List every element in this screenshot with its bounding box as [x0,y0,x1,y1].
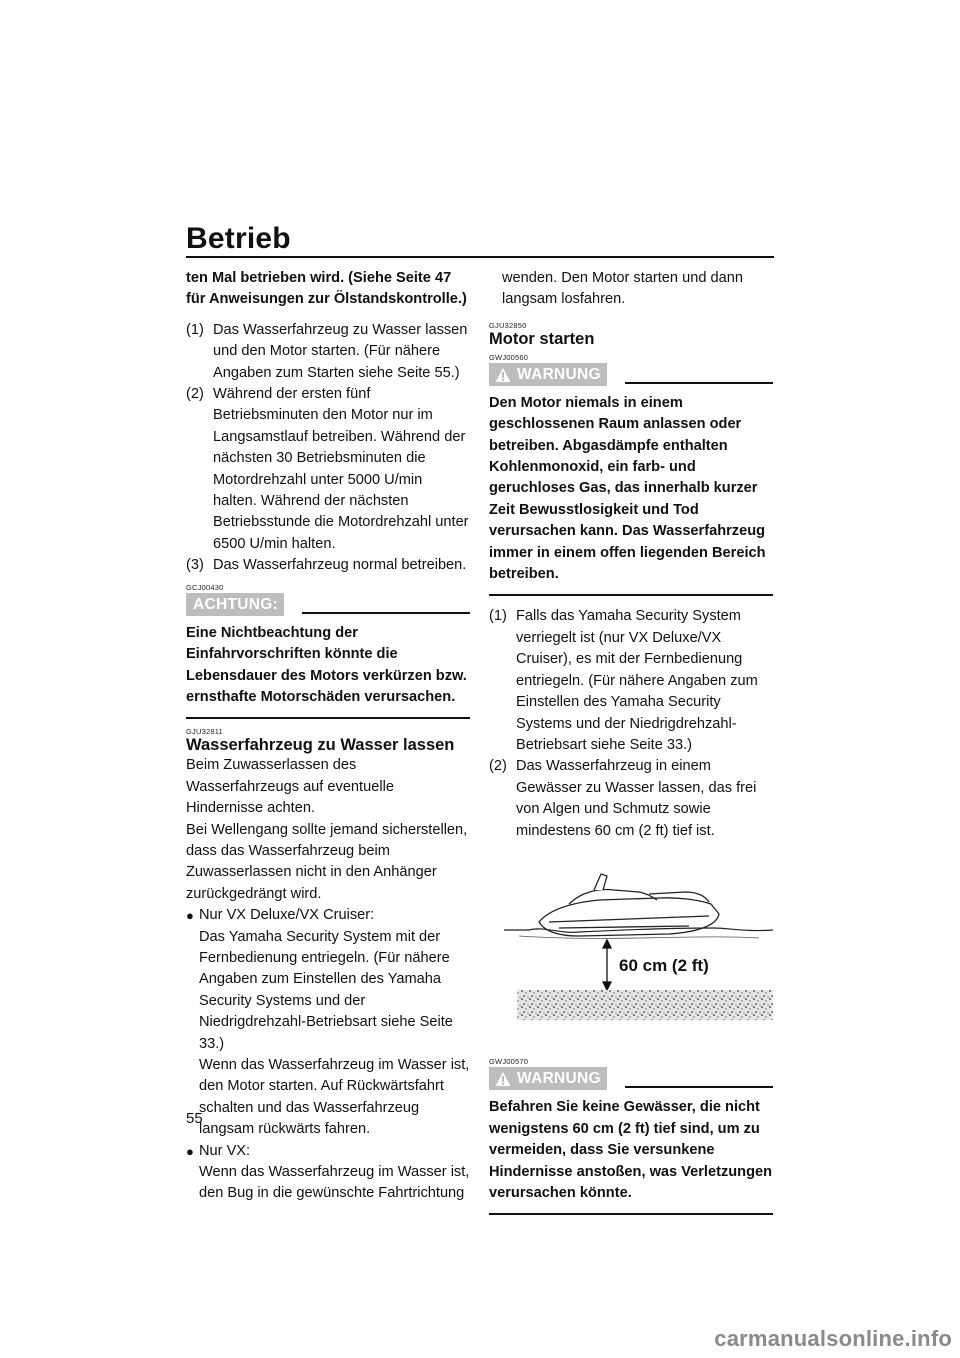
watercraft-depth-illustration [489,870,773,1020]
caution-label: ACHTUNG: [186,593,284,616]
warning-label-box [489,363,607,386]
bullet-icon: ● [186,908,194,924]
warning-code: GWJ00560 [489,352,529,362]
warning-code: GWJ00570 [489,1057,529,1067]
warning-text: Befahren Sie keine Gewässer, die nicht wenigstens 60 cm (2 ft) tief sind, um zu vermeiden, dass Sie versunkene Hindernisse anstoßen, was Verletzungen verursachen könnte. [489,1099,773,1201]
bullet-text: Wenn das Wasserfahrzeug im Wasser ist, den Bug in die gewünschte Fahrtrichtung [199,1164,470,1202]
bullet-icon: ● [186,1143,194,1159]
section-heading: Wasserfahrzeug zu Wasser lassen [186,736,455,755]
section-code: GJU32850 [489,320,527,330]
left-column [186,268,470,1205]
list-item [186,320,470,384]
intro-bold-text: ten Mal betrieben wird. (Siehe Seite 47 für Anweisungen zur Ölstandskontrolle.) [186,270,467,308]
bullet-title: Nur VX Deluxe/VX Cruiser: [199,907,375,924]
step-text: Falls das Yamaha Security System verriegelt ist (nur VX Deluxe/VX Cruiser), es mit der Fernbedienung entriegeln. (Für nähere Angaben zum Einstellen des Yamaha Security Systems und der Niedrigdrehzahl-Betriebsart siehe Seite 33.) [516,608,758,753]
bullet-title: Nur VX: [199,1142,251,1159]
list-item [489,756,773,842]
list-item [186,384,470,555]
depth-arrow [603,940,611,990]
list-item [186,905,470,1140]
warning-text: Den Motor niemals in einem geschlossenen Raum anlassen oder betreiben. Abgasdämpfe enthalten Kohlenmonoxid, ein farb- und geruchloses Gas, das innerhalb kurzer Zeit Bewusstlosigkeit und Tod verursachen kann. Das Wasserfahrzeug immer in einem offen liegenden Bereich betreiben. [489,394,766,583]
continuation-text: wenden. Den Motor starten und dann langsam losfahren. [502,270,743,308]
step-text: Das Wasserfahrzeug normal betreiben. [213,557,467,574]
watercraft-drawing [539,874,719,936]
step-number: (1) [489,608,507,625]
caution-text: Eine Nichtbeachtung der Einfahrvorschriften könnte die Lebensdauer des Motors verkürzen bzw. ernsthafte Motorschäden verursachen. [186,624,467,705]
warning-header [489,363,773,386]
warning-end-rule [489,1213,773,1215]
watermark-text: carmanualsonline.info [714,1326,952,1351]
warning-rule [625,382,773,384]
depth-label: 60 cm (2 ft) [619,955,709,975]
warning-rule [625,1086,773,1088]
step-number: (1) [186,321,204,338]
list-item [186,555,470,576]
step-text: Das Wasserfahrzeug in einem Gewässer zu Wasser lassen, das frei von Algen und Schmutz sowie mindestens 60 cm (2 ft) tief ist. [516,758,757,839]
riverbed [517,990,773,1020]
step-number: (2) [489,758,507,775]
section-heading: Motor starten [489,329,595,348]
step-text: Das Wasserfahrzeug zu Wasser lassen und den Motor starten. (Für nähere Angaben zum Starten siehe Seite 55.) [213,321,468,381]
warning-label: WARNUNG [517,365,601,383]
step-text: Während der ersten fünf Betriebsminuten den Motor nur im Langsamstlauf betreiben. Während der nächsten 30 Betriebsminuten die Motordrehzahl unter 5000 U/min halten. Während der nächsten Betriebsstunde die Motordrehzahl unter 6500 U/min halten. [213,386,469,552]
warning-label-box [489,1067,607,1090]
list-item [489,606,773,756]
warning-label: WARNUNG [517,1070,601,1088]
warning-triangle-icon [495,367,511,383]
page-header-title: Betrieb [186,222,291,255]
paragraph: Bei Wellengang sollte jemand sicherstellen, dass das Wasserfahrzeug beim Zuwasserlassen nicht in den Anhänger zurückgedrängt wird. [186,821,468,902]
list-item [186,1141,470,1205]
paragraph: Beim Zuwasserlassen des Wasserfahrzeugs auf eventuelle Hindernisse achten. [186,757,394,817]
step-number: (3) [186,557,204,574]
step-number: (2) [186,386,204,403]
page-number: 55 [186,1110,203,1127]
header-rule [186,256,774,258]
bullet-text: Wenn das Wasserfahrzeug im Wasser ist, den Motor starten. Auf Rückwärtsfahrt schalten und das Wasserfahrzeug langsam rückwärts fahren. [199,1057,470,1138]
right-column [489,268,773,1215]
warning-header [489,1067,773,1090]
bullet-text: Das Yamaha Security System mit der Fernbedienung entriegeln. (Für nähere Angaben zum Einstellen des Yamaha Security Systems und der Niedrigdrehzahl-Betriebsart siehe Seite 33.) [199,928,453,1052]
caution-header [186,593,470,616]
caution-code: GCJ00430 [186,582,224,592]
section-code: GJU32811 [186,727,223,737]
warning-triangle-icon [495,1071,511,1087]
caution-rule [302,612,470,614]
